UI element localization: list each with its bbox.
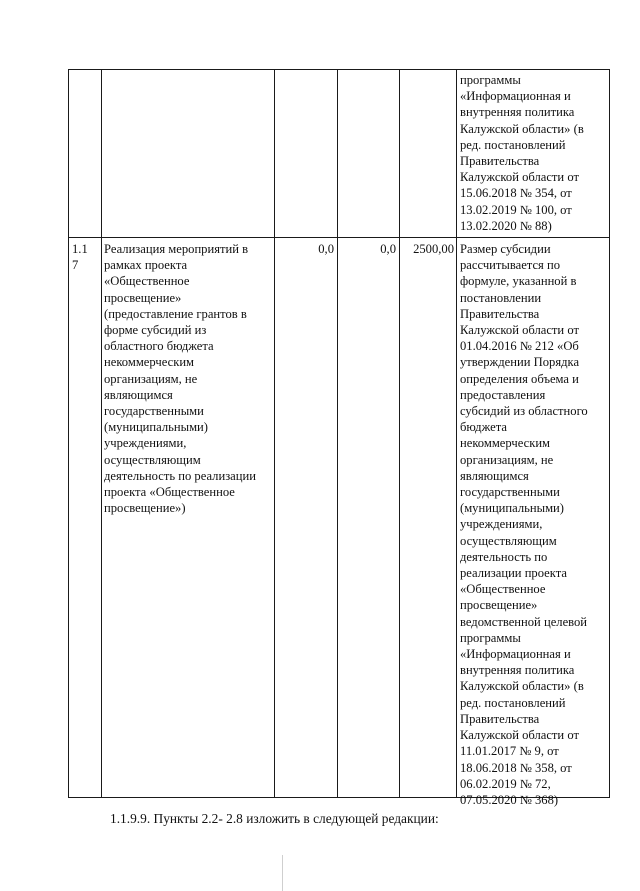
column-border — [456, 69, 457, 798]
row-basis-text: Размер субсидии рассчитывается по формуле, указанной в постановлении Правительства Калужской области от 01.04.2016 № 212 «Об утверждении Порядка определения объема и предоставления субсидий из областного бюджета некоммерческим организациям, не являющимся государственными (муниципальными) учреждениями, осуществляющим деятельность по реализации проекта «Общественное просвещение» ведомственной целевой программы «Информационная и внутренняя политика Калужской области» (в ред. постановлений Правительства Калужской области от 11.01.2017 № 9, от 18.06.2018 № 358, от 06.02.2019 № 72, 07.05.2020 № 368) — [460, 242, 588, 807]
row-value-1: 0,0 — [318, 242, 334, 256]
budget-table — [68, 69, 610, 807]
column-border — [399, 69, 400, 798]
row-number: 1.1 7 — [72, 242, 88, 273]
column-border — [274, 69, 275, 798]
row-value-2: 0,0 — [380, 242, 396, 256]
table-top-border — [68, 69, 610, 70]
column-border — [101, 69, 102, 798]
row-value-3: 2500,00 — [413, 242, 454, 256]
column-border — [337, 69, 338, 798]
row-separator — [68, 237, 610, 238]
prev-row-basis-text: программы «Информационная и внутренняя политика Калужской области» (в ред. постановлений Правительства Калужской области от 15.06.2018 № 354, от 13.02.2019 № 100, от 13.02.2020 № 88) — [460, 73, 584, 233]
scan-fold-line — [282, 855, 283, 891]
amendment-paragraph: 1.1.9.9. Пункты 2.2- 2.8 изложить в следующей редакции: — [110, 811, 439, 826]
column-border — [609, 69, 610, 798]
row-description: Реализация мероприятий в рамках проекта «Общественное просвещение» (предоставление грантов в форме субсидий из областного бюджета некоммерческим организациям, не являющимся государственными (муниципальными) учреждениями, осуществляющим деятельность по реализации проекта «Общественное просвещение») — [104, 242, 256, 516]
column-border — [68, 69, 69, 798]
